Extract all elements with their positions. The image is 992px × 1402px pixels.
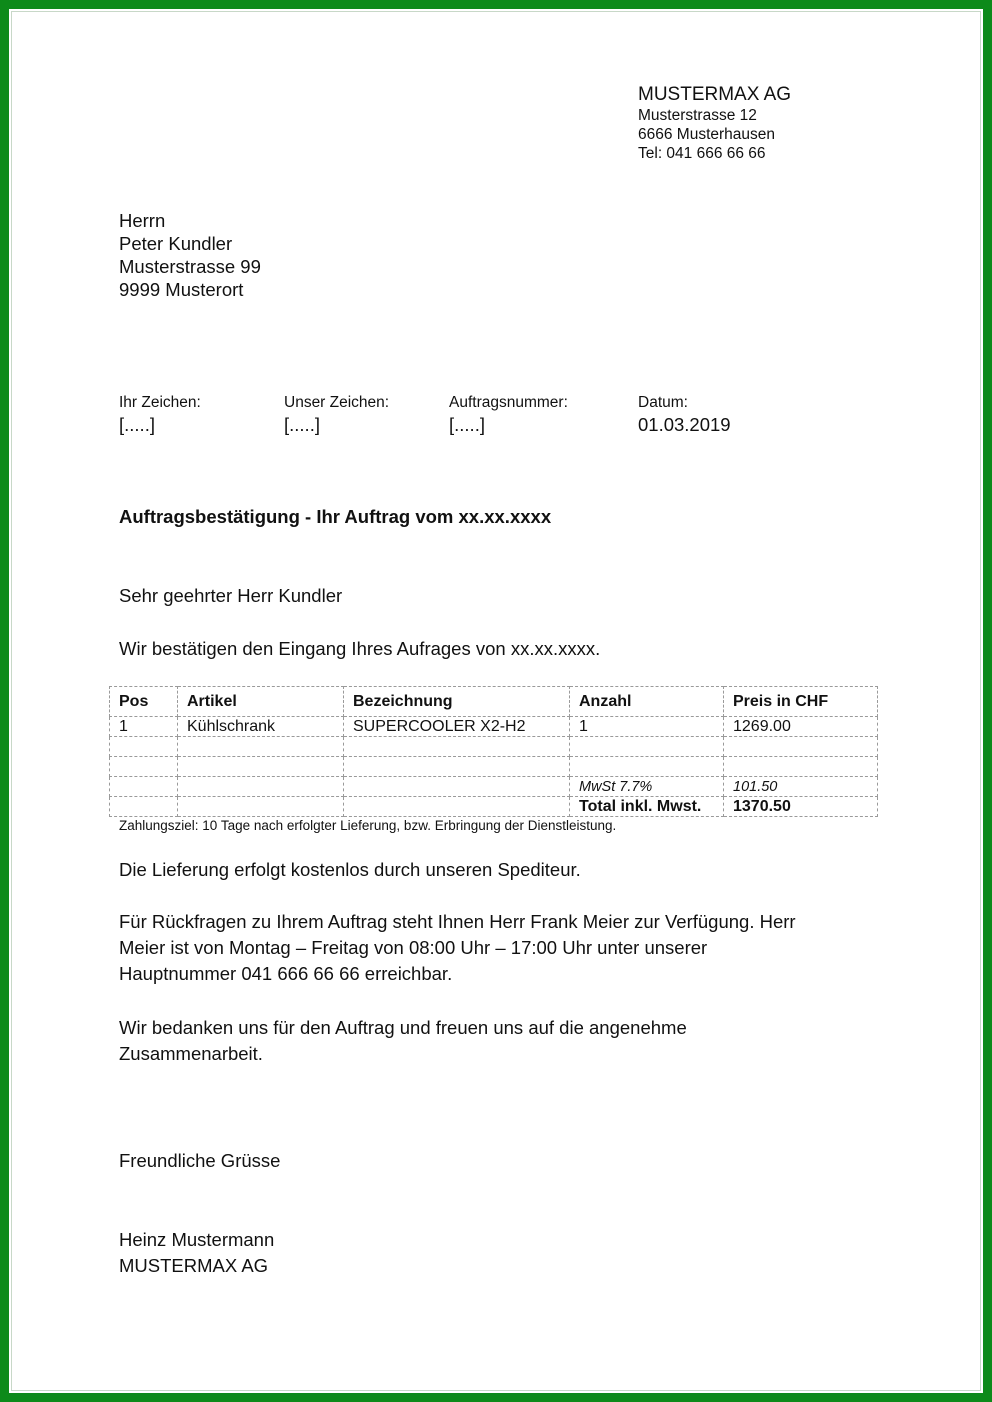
signature-company: MUSTERMAX AG xyxy=(119,1255,269,1276)
greeting: Sehr geehrter Herr Kundler xyxy=(119,585,343,606)
intro-text: Wir bestätigen den Eingang Ihres Aufrages von xx.xx.xxxx. xyxy=(119,638,601,659)
payment-note: Zahlungsziel: 10 Tage nach erfolgter Lieferung, bzw. Erbringung der Dienstleistung. xyxy=(119,818,617,833)
subject-line: Auftragsbestätigung - Ihr Auftrag vom xx.xx.xxxx xyxy=(119,506,552,527)
contact-line: Hauptnummer 041 666 66 66 erreichbar. xyxy=(119,963,453,984)
contact-line: Für Rückfragen zu Ihrem Auftrag steht Ihnen Herr Frank Meier zur Verfügung. Herr xyxy=(119,911,796,932)
table-row xyxy=(110,717,878,737)
recipient-name: Peter Kundler xyxy=(119,233,233,254)
column-header: Anzahl xyxy=(570,687,724,717)
delivery-text: Die Lieferung erfolgt kostenlos durch unseren Spediteur. xyxy=(119,859,581,880)
column-header: Bezeichnung xyxy=(344,687,570,717)
order-table xyxy=(109,686,878,817)
table-cell xyxy=(178,737,344,757)
table-cell xyxy=(344,777,570,797)
recipient-salutation: Herrn xyxy=(119,210,166,231)
recipient-street: Musterstrasse 99 xyxy=(119,256,261,277)
signature-name: Heinz Mustermann xyxy=(119,1229,275,1250)
thanks-line: Zusammenarbeit. xyxy=(119,1043,263,1064)
closing: Freundliche Grüsse xyxy=(119,1150,281,1171)
table-cell: 1 xyxy=(110,717,178,737)
table-cell xyxy=(724,757,878,777)
table-cell xyxy=(570,737,724,757)
table-cell xyxy=(178,757,344,777)
ref-value-auftragsnummer: [.....] xyxy=(449,414,485,435)
table-cell: 1269.00 xyxy=(724,717,878,737)
ref-value-ihr-zeichen: [.....] xyxy=(119,414,155,435)
table-cell xyxy=(110,797,178,817)
column-header: Preis in CHF xyxy=(724,687,878,717)
contact-line: Meier ist von Montag – Freitag von 08:00 Uhr – 17:00 Uhr unter unserer xyxy=(119,937,708,958)
column-header: Artikel xyxy=(178,687,344,717)
ref-label-ihr-zeichen: Ihr Zeichen: xyxy=(119,394,201,411)
table-cell xyxy=(110,777,178,797)
sender-street: Musterstrasse 12 xyxy=(638,107,757,124)
total-label: Total inkl. Mwst. xyxy=(570,797,724,817)
column-header: Pos xyxy=(110,687,178,717)
table-cell xyxy=(724,737,878,757)
table-row xyxy=(110,737,878,757)
table-cell: Kühlschrank xyxy=(178,717,344,737)
ref-label-unser-zeichen: Unser Zeichen: xyxy=(284,394,390,411)
table-cell xyxy=(570,757,724,777)
ref-value-datum: 01.03.2019 xyxy=(638,414,731,435)
recipient-city: 9999 Musterort xyxy=(119,279,244,300)
table-cell xyxy=(178,797,344,817)
sender-name: MUSTERMAX AG xyxy=(638,84,792,105)
contact-paragraph xyxy=(119,909,796,987)
sender-city: 6666 Musterhausen xyxy=(638,126,776,143)
table-cell: SUPERCOOLER X2-H2 xyxy=(344,717,570,737)
vat-row xyxy=(110,777,878,797)
table-cell: 1 xyxy=(570,717,724,737)
ref-value-unser-zeichen: [.....] xyxy=(284,414,320,435)
ref-label-datum: Datum: xyxy=(638,394,688,411)
total-row xyxy=(110,797,878,817)
vat-value: 101.50 xyxy=(724,777,878,797)
table-row xyxy=(110,757,878,777)
thanks-line: Wir bedanken uns für den Auftrag und freuen uns auf die angenehme xyxy=(119,1017,687,1038)
thanks-paragraph xyxy=(119,1015,687,1067)
ref-label-auftragsnummer: Auftragsnummer: xyxy=(449,394,568,411)
table-cell xyxy=(344,797,570,817)
table-header-row xyxy=(110,687,878,717)
total-value: 1370.50 xyxy=(724,797,878,817)
table-cell xyxy=(344,757,570,777)
table-cell xyxy=(344,737,570,757)
sender-phone: Tel: 041 666 66 66 xyxy=(638,145,766,162)
vat-label: MwSt 7.7% xyxy=(570,777,724,797)
table-cell xyxy=(110,757,178,777)
table-cell xyxy=(178,777,344,797)
table-cell xyxy=(110,737,178,757)
